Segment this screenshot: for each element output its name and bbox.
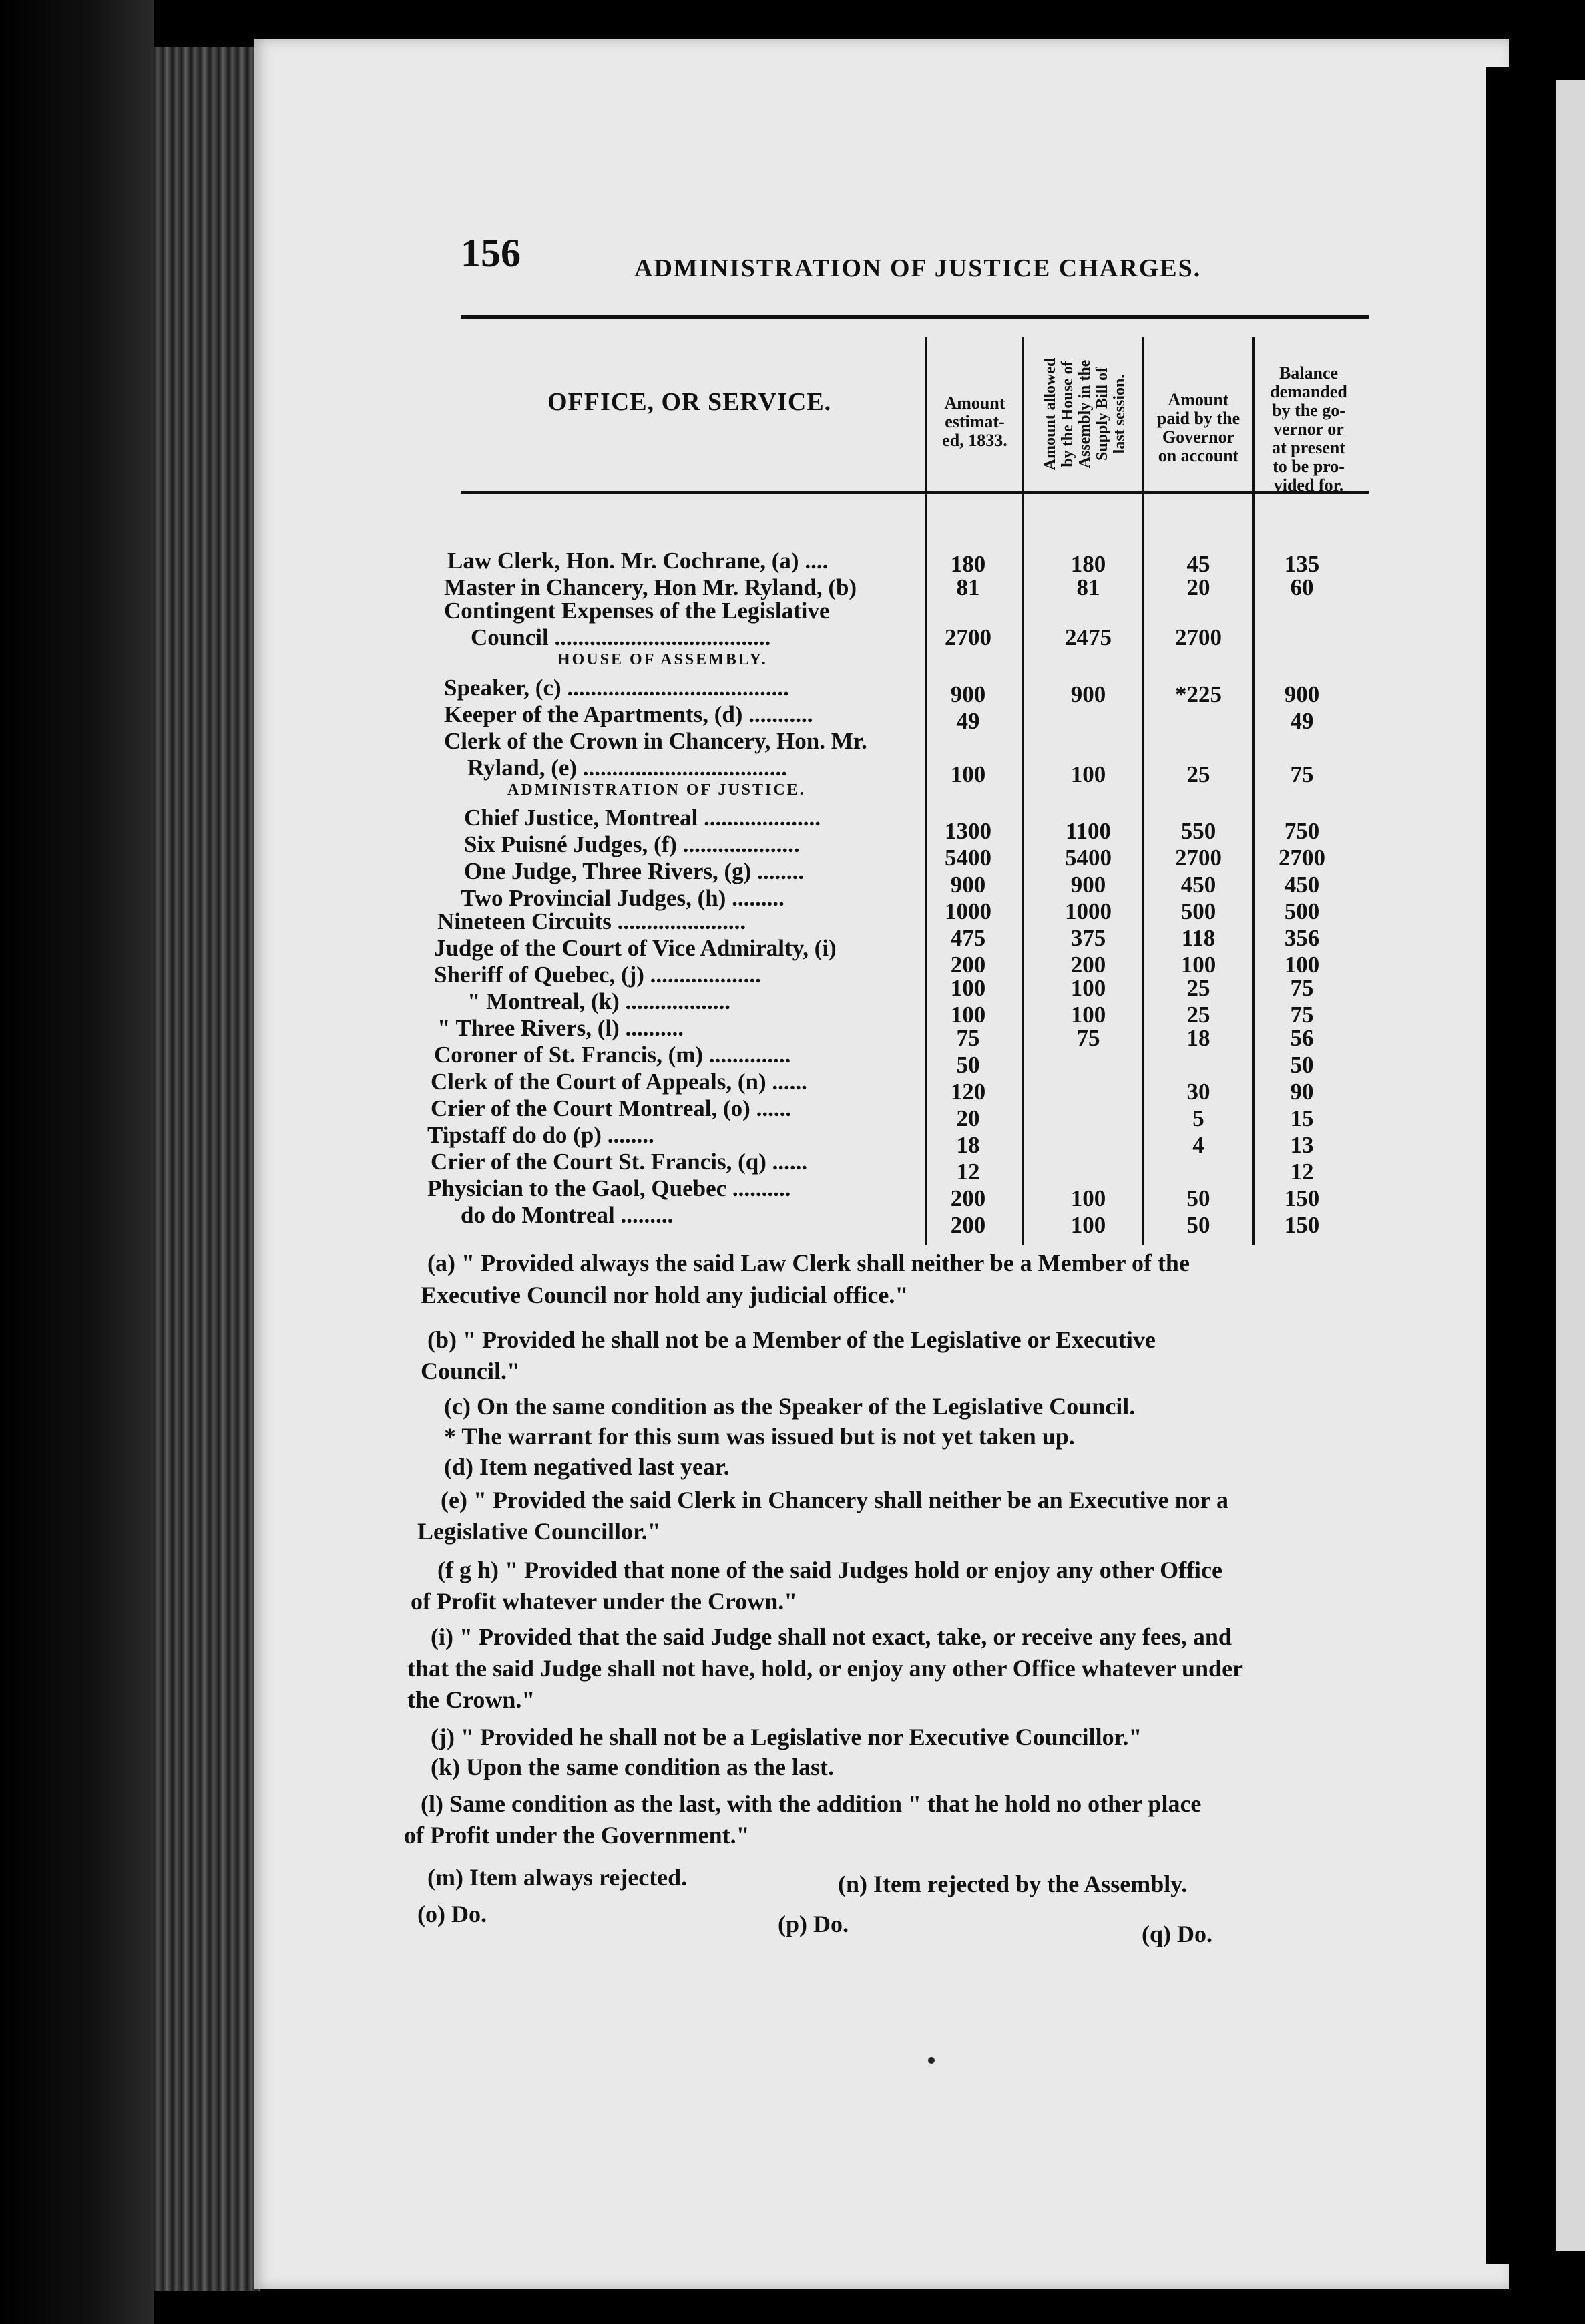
cell-value: 450 [1284,872,1320,898]
cell-value: 45 [1186,551,1210,577]
footnote-line: (k) Upon the same condition as the last. [431,1754,835,1780]
cell-value: 75 [1290,975,1314,1001]
cell-value: 18 [956,1132,980,1158]
row-label: Crier of the Court St. Francis, (q) ...... [431,1149,808,1175]
row-label: do do Montreal ......... [461,1202,674,1228]
section-heading [0,781,1585,808]
table-row-label [0,728,1585,755]
footnote-line: (e) " Provided the said Clerk in Chancery shall neither be an Executive nor a [441,1487,1228,1513]
row-label: Tipstaff do do (p) ........ [427,1122,654,1148]
cell-value: 500 [1180,898,1216,924]
footnote-line: (o) Do. [417,1901,487,1927]
row-label: Six Puisné Judges, (f) .................... [464,831,800,857]
cell-value: 100 [1070,1002,1106,1028]
footnote-line: (m) Item always rejected. [427,1864,688,1891]
table-row-values [0,574,1585,601]
row-label: Contingent Expenses of the Legislative [444,598,830,624]
footnote-line: (b) " Provided he shall not be a Member of the Legislative or Executive [427,1326,1156,1353]
table-row-values [0,551,1585,578]
cell-value: 475 [950,925,986,951]
cell-value: 2700 [1175,845,1222,871]
cell-value: 900 [1070,681,1106,707]
footnote-line: of Profit whatever under the Crown." [411,1588,798,1615]
row-label: Keeper of the Apartments, (d) ........... [444,701,813,727]
cell-value: 18 [1186,1025,1210,1051]
cell-value: 118 [1181,925,1216,951]
cell-value: 2700 [945,624,991,650]
row-label: Chief Justice, Montreal .................... [464,805,821,831]
cell-value: 49 [956,708,980,734]
cell-value: 25 [1186,1002,1210,1028]
row-label: " Montreal, (k) .................. [467,988,731,1014]
cell-value: 15 [1290,1105,1314,1131]
running-head: ADMINISTRATION OF JUSTICE CHARGES. [634,254,1202,282]
row-label: Law Clerk, Hon. Mr. Cochrane, (a) .... [447,548,829,574]
cell-value: 75 [1076,1025,1100,1051]
section-title: HOUSE OF ASSEMBLY. [557,651,768,668]
cell-value: 4 [1192,1132,1204,1158]
cell-value: 180 [950,551,986,577]
footnote-line: (i) " Provided that the said Judge shall not exact, take, or receive any fees, and [431,1623,1232,1650]
cell-value: 81 [956,574,980,600]
cell-value: 500 [1284,898,1320,924]
cell-value: 75 [1290,1002,1314,1028]
cell-value: 900 [950,681,986,707]
row-label: Two Provincial Judges, (h) ......... [461,885,784,911]
office-column-header: OFFICE, OR SERVICE. [547,388,832,416]
cell-value: 150 [1284,1212,1320,1238]
section-title: ADMINISTRATION OF JUSTICE. [507,781,806,799]
cell-value: 200 [950,1185,986,1211]
cell-value: 1000 [945,898,991,924]
cell-value: 50 [1186,1185,1210,1211]
cell-value: 2700 [1175,624,1222,650]
cell-value: 50 [956,1052,980,1078]
table-top-rule [461,315,1369,319]
cell-value: 49 [1290,708,1314,734]
footnote-line: Executive Council nor hold any judicial office." [421,1282,909,1308]
ink-speck [928,2057,935,2064]
section-heading [0,651,1585,678]
cell-value: 5400 [1065,845,1112,871]
row-label: Council ..................................... [471,624,771,650]
cell-value: 150 [1284,1185,1320,1211]
cell-value: 100 [1070,761,1106,787]
cell-value: 450 [1180,872,1216,898]
cell-value: 100 [950,1002,986,1028]
row-label: " Three Rivers, (l) .......... [437,1015,684,1041]
cell-value: 20 [956,1105,980,1131]
cell-value: 900 [950,872,986,898]
cell-value: 50 [1186,1212,1210,1238]
row-label: Ryland, (e) ................................... [467,755,788,781]
cell-value: 2475 [1065,624,1112,650]
row-label: Speaker, (c) ...................................... [444,674,789,701]
table-row-values [0,1212,1585,1239]
cell-value: 30 [1186,1079,1210,1105]
cell-value: 100 [950,761,986,787]
cell-value: 20 [1186,574,1210,600]
cell-value: 75 [1290,761,1314,787]
cell-value: 5400 [945,845,991,871]
table-row-label [0,598,1585,624]
row-label: Coroner of St. Francis, (m) .............. [434,1042,791,1068]
cell-value: 200 [950,952,986,978]
cell-value: 900 [1070,872,1106,898]
footnote-line: (c) On the same condition as the Speaker of the Legislative Council. [444,1393,1136,1420]
cell-value: 100 [1070,1212,1106,1238]
amount-estimated-header: Amount estimat- ed, 1833. [942,393,1007,450]
cell-value: 1100 [1065,818,1112,844]
cell-value: 550 [1180,818,1216,844]
cell-value: 1000 [1065,898,1112,924]
row-label: Clerk of the Court of Appeals, (n) ...... [431,1069,807,1095]
cell-value: 13 [1290,1132,1314,1158]
cell-value: 750 [1284,818,1320,844]
footnote-line: (l) Same condition as the last, with the addition " that he hold no other place [421,1790,1202,1817]
row-label: Nineteen Circuits ...................... [437,908,746,934]
row-label: Clerk of the Crown in Chancery, Hon. Mr. [444,728,867,754]
cell-value: 25 [1186,975,1210,1001]
footnote-line: the Crown." [407,1686,535,1713]
cell-value: 200 [1070,952,1106,978]
footnote-line: Legislative Councillor." [417,1518,661,1545]
footnote-line: * The warrant for this sum was issued but is not yet taken up. [444,1423,1075,1450]
cell-value: 100 [950,975,986,1001]
amount-allowed-header: Amount allowed by the House of Assembly in the Supply Bill of last session. [1042,357,1128,471]
cell-value: 100 [1180,952,1216,978]
cell-value: 90 [1290,1079,1314,1105]
cell-value: 135 [1284,551,1320,577]
footnote-line: that the said Judge shall not have, hold, or enjoy any other Office whatever under [407,1655,1244,1682]
balance-header: Balance demanded by the go- vernor or at present to be pro- vided for. [1270,363,1347,495]
footnote-line: (n) Item rejected by the Assembly. [838,1871,1188,1897]
cell-value: 100 [1284,952,1320,978]
row-label: One Judge, Three Rivers, (g) ........ [464,858,805,884]
table-row-values [0,624,1585,651]
cell-value: 180 [1070,551,1106,577]
row-label: Crier of the Court Montreal, (o) ...... [431,1095,792,1121]
cell-value: 2700 [1279,845,1325,871]
cell-value: 50 [1290,1052,1314,1078]
amount-paid-header: Amount paid by the Governor on account [1156,390,1240,465]
cell-value: 81 [1076,574,1100,600]
cell-value: 60 [1290,574,1314,600]
cell-value: 200 [950,1212,986,1238]
footnote-line: Council." [421,1358,521,1384]
row-label: Master in Chancery, Hon Mr. Ryland, (b) [444,574,857,600]
cell-value: 56 [1290,1025,1314,1051]
row-label: Judge of the Court of Vice Admiralty, (i) [434,935,837,961]
cell-value: 12 [956,1159,980,1185]
cell-value: 5 [1192,1105,1204,1131]
cell-value: 75 [956,1025,980,1051]
cell-value: 12 [1290,1159,1314,1185]
cell-value: 375 [1070,925,1106,951]
footnote-line: (q) Do. [1142,1921,1212,1947]
cell-value: 900 [1284,681,1320,707]
footnote-line: (p) Do. [778,1911,849,1937]
table-header-rule [461,491,1369,494]
page-number: 156 [461,231,521,275]
footnote-line: (a) " Provided always the said Law Clerk shall neither be a Member of the [427,1249,1190,1276]
row-label: Physician to the Gaol, Quebec .......... [427,1175,791,1201]
footnote-line: (d) Item negatived last year. [444,1453,730,1480]
cell-value: 100 [1070,975,1106,1001]
cell-value: *225 [1175,681,1222,707]
footnote-line: (f g h) " Provided that none of the said Judges hold or enjoy any other Office [437,1557,1223,1583]
cell-value: 356 [1284,925,1320,951]
row-label: Sheriff of Quebec, (j) ................... [434,962,761,988]
cell-value: 25 [1186,761,1210,787]
cell-value: 100 [1070,1185,1106,1211]
cell-value: 1300 [945,818,991,844]
cell-value: 120 [950,1079,986,1105]
footnote-line: (j) " Provided he shall not be a Legislative nor Executive Councillor." [431,1724,1142,1750]
footnote-line: of Profit under the Government." [404,1822,750,1849]
